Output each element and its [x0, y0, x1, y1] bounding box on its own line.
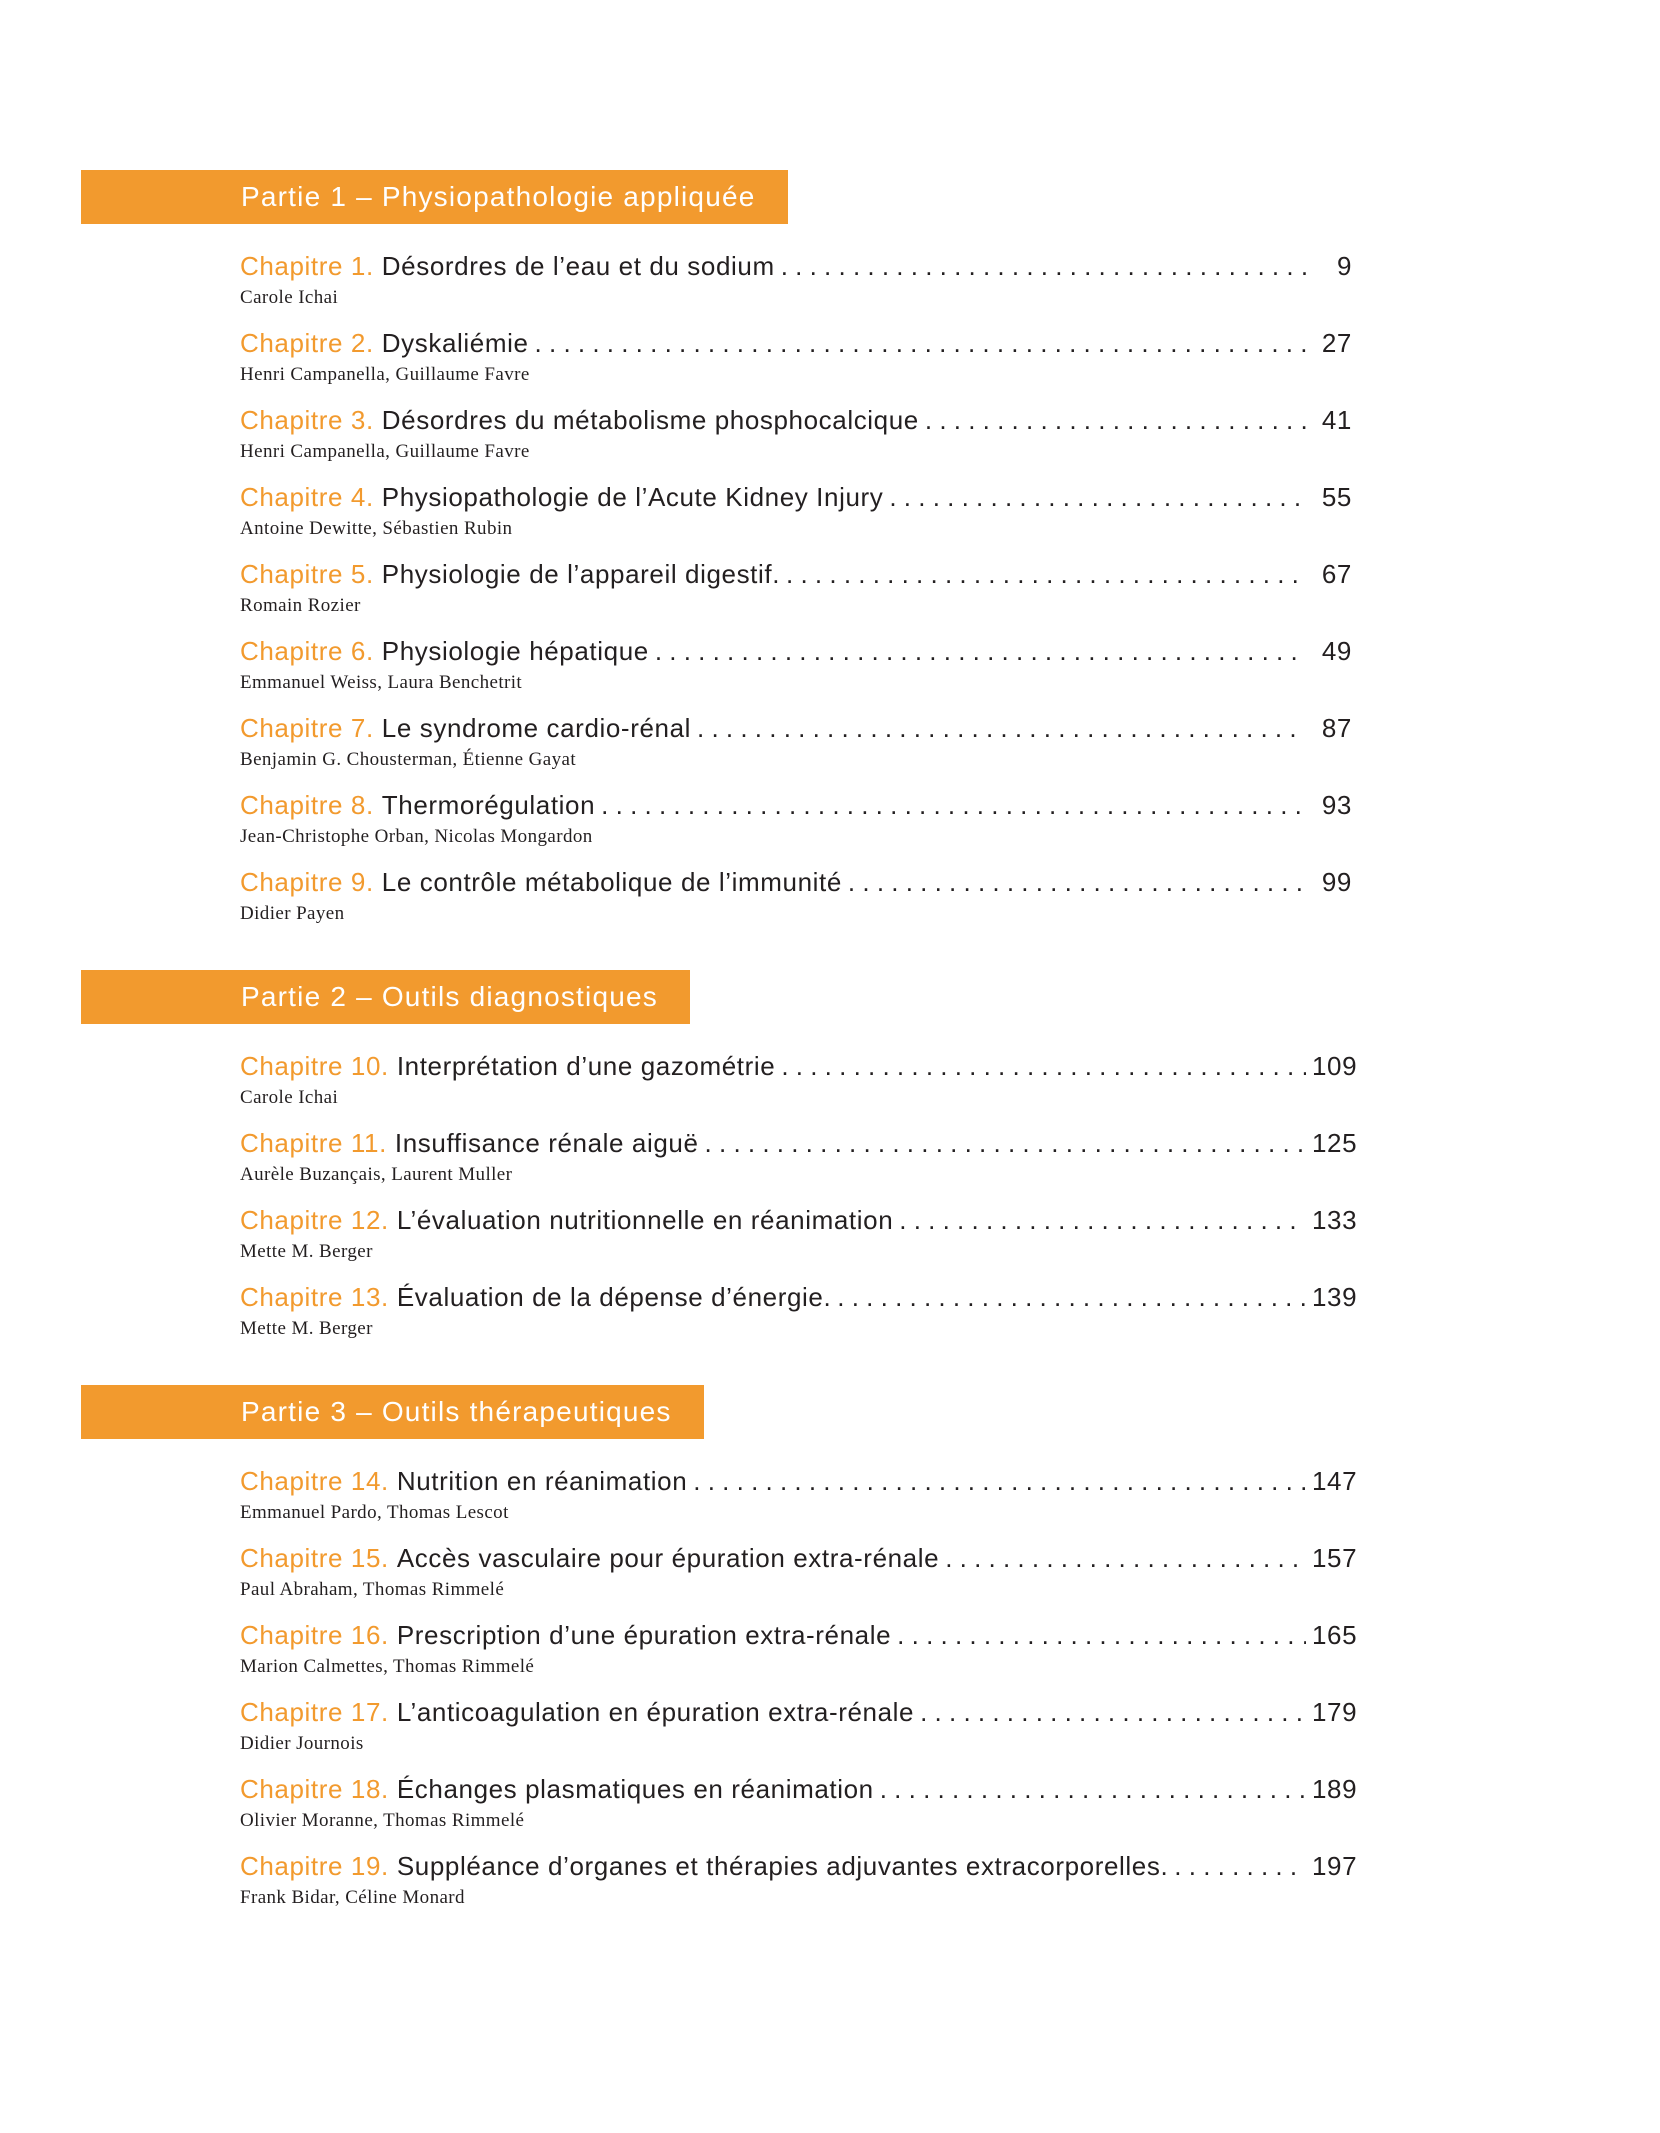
toc-entry[interactable] — [240, 1279, 1358, 1356]
chapter-label: Chapitre 1. — [240, 251, 374, 281]
chapter-label: Chapitre 11. — [240, 1128, 387, 1158]
page-number: 9 — [1336, 251, 1352, 281]
chapter-label: Chapitre 9. — [240, 867, 374, 897]
leader-dots — [697, 710, 1306, 746]
page-number: 27 — [1321, 328, 1352, 358]
chapter-title[interactable]: Thermorégulation — [381, 790, 596, 820]
chapter-title[interactable]: L’évaluation nutritionnelle en réanimation — [396, 1205, 894, 1235]
chapter-label: Chapitre 8. — [240, 790, 374, 820]
part-3-header: Partie 3 – Outils thérapeutiques — [81, 1385, 704, 1439]
chapter-label: Chapitre 16. — [240, 1620, 389, 1650]
page-number: 179 — [1312, 1697, 1358, 1727]
toc-entry[interactable] — [240, 633, 1352, 710]
chapter-label: Chapitre 17. — [240, 1697, 389, 1727]
chapter-title[interactable]: Désordres du métabolisme phosphocalcique — [381, 405, 919, 435]
chapter-authors: Carole Ichai — [240, 287, 339, 308]
leader-dots — [786, 556, 1306, 592]
chapter-label: Chapitre 19. — [240, 1851, 389, 1881]
chapter-label: Chapitre 5. — [240, 559, 374, 589]
toc-entry[interactable] — [240, 1540, 1358, 1617]
toc-entry[interactable] — [240, 1463, 1358, 1540]
toc-entry[interactable] — [240, 1617, 1358, 1694]
leader-dots — [601, 787, 1306, 823]
part-3-chapter-list — [240, 1463, 1358, 1925]
toc-entry[interactable] — [240, 1848, 1358, 1925]
chapter-authors: Mette M. Berger — [240, 1241, 373, 1262]
chapter-title[interactable]: Physiologie de l’appareil digestif. — [381, 559, 781, 589]
leader-dots — [837, 1279, 1306, 1315]
leader-dots — [897, 1617, 1306, 1653]
chapter-authors: Olivier Moranne, Thomas Rimmelé — [240, 1810, 525, 1831]
toc-entry[interactable] — [240, 1202, 1358, 1279]
chapter-title[interactable]: Physiopathologie de l’Acute Kidney Injury — [381, 482, 884, 512]
chapter-label: Chapitre 3. — [240, 405, 374, 435]
chapter-title[interactable]: Prescription d’une épuration extra-rénale — [396, 1620, 892, 1650]
chapter-authors: Carole Ichai — [240, 1087, 339, 1108]
page-number: 133 — [1312, 1205, 1358, 1235]
leader-dots — [880, 1771, 1306, 1807]
chapter-authors: Mette M. Berger — [240, 1318, 373, 1339]
chapter-title[interactable]: Dyskaliémie — [381, 328, 529, 358]
chapter-title[interactable]: Le contrôle métabolique de l’immunité — [381, 867, 842, 897]
leader-dots — [535, 325, 1306, 361]
toc-entry[interactable] — [240, 1771, 1358, 1848]
chapter-title[interactable]: L’anticoagulation en épuration extra-rénale — [396, 1697, 915, 1727]
chapter-title[interactable]: Nutrition en réanimation — [396, 1466, 688, 1496]
leader-dots — [925, 402, 1306, 438]
chapter-title[interactable]: Suppléance d’organes et thérapies adjuvantes extracorporelles. — [396, 1851, 1169, 1881]
toc-entry[interactable] — [240, 1125, 1358, 1202]
chapter-label: Chapitre 14. — [240, 1466, 389, 1496]
toc-entry[interactable] — [240, 479, 1352, 556]
page-number: 99 — [1321, 867, 1352, 897]
chapter-title[interactable]: Physiologie hépatique — [381, 636, 649, 666]
chapter-authors: Didier Journois — [240, 1733, 364, 1754]
chapter-authors: Antoine Dewitte, Sébastien Rubin — [240, 518, 513, 539]
chapter-title[interactable]: Le syndrome cardio-rénal — [381, 713, 692, 743]
toc-entry[interactable] — [240, 402, 1352, 479]
page-number: 67 — [1321, 559, 1352, 589]
toc-entry[interactable] — [240, 325, 1352, 402]
toc-entry[interactable] — [240, 787, 1352, 864]
chapter-label: Chapitre 10. — [240, 1051, 389, 1081]
chapter-label: Chapitre 15. — [240, 1543, 389, 1573]
leader-dots — [655, 633, 1306, 669]
leader-dots — [781, 1048, 1306, 1084]
chapter-title[interactable]: Désordres de l’eau et du sodium — [381, 251, 775, 281]
chapter-authors: Didier Payen — [240, 903, 345, 924]
toc-entry[interactable] — [240, 710, 1352, 787]
leader-dots — [781, 248, 1306, 284]
chapter-authors: Henri Campanella, Guillaume Favre — [240, 441, 530, 462]
part-1-chapter-list — [240, 248, 1352, 941]
chapter-label: Chapitre 18. — [240, 1774, 389, 1804]
part-2-chapter-list — [240, 1048, 1358, 1356]
chapter-authors: Aurèle Buzançais, Laurent Muller — [240, 1164, 513, 1185]
page-number: 139 — [1312, 1282, 1358, 1312]
page-number: 197 — [1312, 1851, 1358, 1881]
chapter-title[interactable]: Évaluation de la dépense d’énergie. — [396, 1282, 832, 1312]
chapter-authors: Marion Calmettes, Thomas Rimmelé — [240, 1656, 535, 1677]
leader-dots — [899, 1202, 1306, 1238]
chapter-label: Chapitre 2. — [240, 328, 374, 358]
toc-entry[interactable] — [240, 1694, 1358, 1771]
toc-entry[interactable] — [240, 864, 1352, 941]
part-1-header: Partie 1 – Physiopathologie appliquée — [81, 170, 788, 224]
page-number: 41 — [1321, 405, 1352, 435]
chapter-authors: Emmanuel Weiss, Laura Benchetrit — [240, 672, 523, 693]
chapter-title[interactable]: Accès vasculaire pour épuration extra-rénale — [396, 1543, 940, 1573]
chapter-authors: Henri Campanella, Guillaume Favre — [240, 364, 530, 385]
page-number: 93 — [1321, 790, 1352, 820]
chapter-authors: Jean-Christophe Orban, Nicolas Mongardon — [240, 826, 593, 847]
leader-dots — [945, 1540, 1306, 1576]
chapter-authors: Benjamin G. Chousterman, Étienne Gayat — [240, 749, 577, 770]
page-number: 55 — [1321, 482, 1352, 512]
chapter-authors: Paul Abraham, Thomas Rimmelé — [240, 1579, 505, 1600]
chapter-authors: Frank Bidar, Céline Monard — [240, 1887, 465, 1908]
page-number: 125 — [1312, 1128, 1358, 1158]
chapter-label: Chapitre 13. — [240, 1282, 389, 1312]
leader-dots — [920, 1694, 1306, 1730]
chapter-title[interactable]: Insuffisance rénale aiguë — [394, 1128, 699, 1158]
page-number: 147 — [1312, 1466, 1358, 1496]
chapter-title[interactable]: Échanges plasmatiques en réanimation — [396, 1774, 874, 1804]
chapter-label: Chapitre 7. — [240, 713, 374, 743]
chapter-label: Chapitre 6. — [240, 636, 374, 666]
chapter-title[interactable]: Interprétation d’une gazométrie — [396, 1051, 776, 1081]
toc-entry[interactable] — [240, 1048, 1358, 1125]
chapter-authors: Romain Rozier — [240, 595, 361, 616]
chapter-authors: Emmanuel Pardo, Thomas Lescot — [240, 1502, 509, 1523]
leader-dots — [889, 479, 1306, 515]
leader-dots — [848, 864, 1306, 900]
chapter-label: Chapitre 4. — [240, 482, 374, 512]
leader-dots — [705, 1125, 1306, 1161]
page-number: 165 — [1312, 1620, 1358, 1650]
page-number: 189 — [1312, 1774, 1358, 1804]
page-number: 49 — [1321, 636, 1352, 666]
part-2-header: Partie 2 – Outils diagnostiques — [81, 970, 690, 1024]
page-number: 109 — [1312, 1051, 1358, 1081]
leader-dots — [1174, 1848, 1306, 1884]
page-number: 157 — [1312, 1543, 1358, 1573]
toc-entry[interactable] — [240, 248, 1352, 325]
page-number: 87 — [1321, 713, 1352, 743]
chapter-label: Chapitre 12. — [240, 1205, 389, 1235]
toc-entry[interactable] — [240, 556, 1352, 633]
leader-dots — [693, 1463, 1306, 1499]
